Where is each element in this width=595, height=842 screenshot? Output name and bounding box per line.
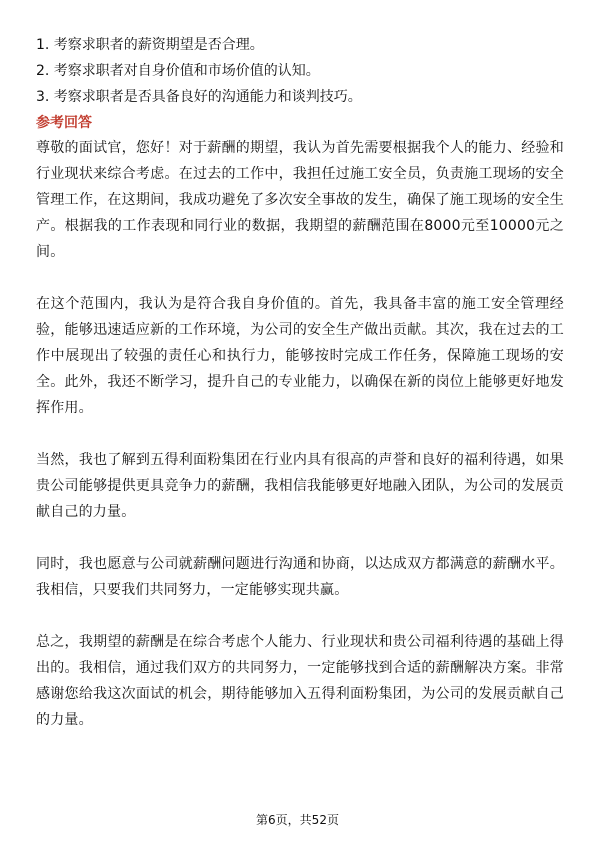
answer-paragraph: 在这个范围内，我认为是符合我自身价值的。首先，我具备丰富的施工安全管理经验，能够迅速适应新的工作环境，为公司的安全生产做出贡献。其次，我在过去的工作中展现出了较强的责任心和执行力，能够按时完成工作任务，保障施工现场的安全。此外，我还不断学习，提升自己的专业能力，以确保在新的岗位上能够更好地发挥作用。 (36, 296, 564, 416)
criteria-item: 3. 考察求职者是否具备良好的沟通能力和谈判技巧。 (36, 89, 362, 105)
document-body (36, 32, 564, 733)
reference-answer (36, 135, 564, 733)
criteria-item: 1. 考察求职者的薪资期望是否合理。 (36, 37, 264, 53)
page-number: 第6页，共52页 (256, 813, 339, 827)
answer-paragraph: 同时，我也愿意与公司就薪酬问题进行沟通和协商，以达成双方都满意的薪酬水平。我相信，只要我们共同努力，一定能够实现共赢。 (36, 556, 564, 598)
answer-paragraph: 尊敬的面试官，您好！对于薪酬的期望，我认为首先需要根据我个人的能力、经验和行业现状来综合考虑。在过去的工作中，我担任过施工安全员，负责施工现场的安全管理工作，在这期间，我成功避免了多次安全事故的发生，确保了施工现场的安全生产。根据我的工作表现和同行业的数据，我期望的薪酬范围在8000元至10000元之间。 (36, 140, 564, 260)
answer-paragraph: 总之，我期望的薪酬是在综合考虑个人能力、行业现状和贵公司福利待遇的基础上得出的。我相信，通过我们双方的共同努力，一定能够找到合适的薪酬解决方案。非常感谢您给我这次面试的机会，期待能够加入五得利面粉集团，为公司的发展贡献自己的力量。 (36, 634, 564, 728)
evaluation-criteria-list (36, 32, 564, 110)
criteria-item: 2. 考察求职者对自身价值和市场价值的认知。 (36, 63, 320, 79)
answer-paragraph: 当然，我也了解到五得利面粉集团在行业内具有很高的声誉和良好的福利待遇，如果贵公司能够提供更具竞争力的薪酬，我相信我能够更好地融入团队，为公司的发展贡献自己的力量。 (36, 452, 564, 520)
reference-answer-heading: 参考回答 (36, 115, 92, 131)
